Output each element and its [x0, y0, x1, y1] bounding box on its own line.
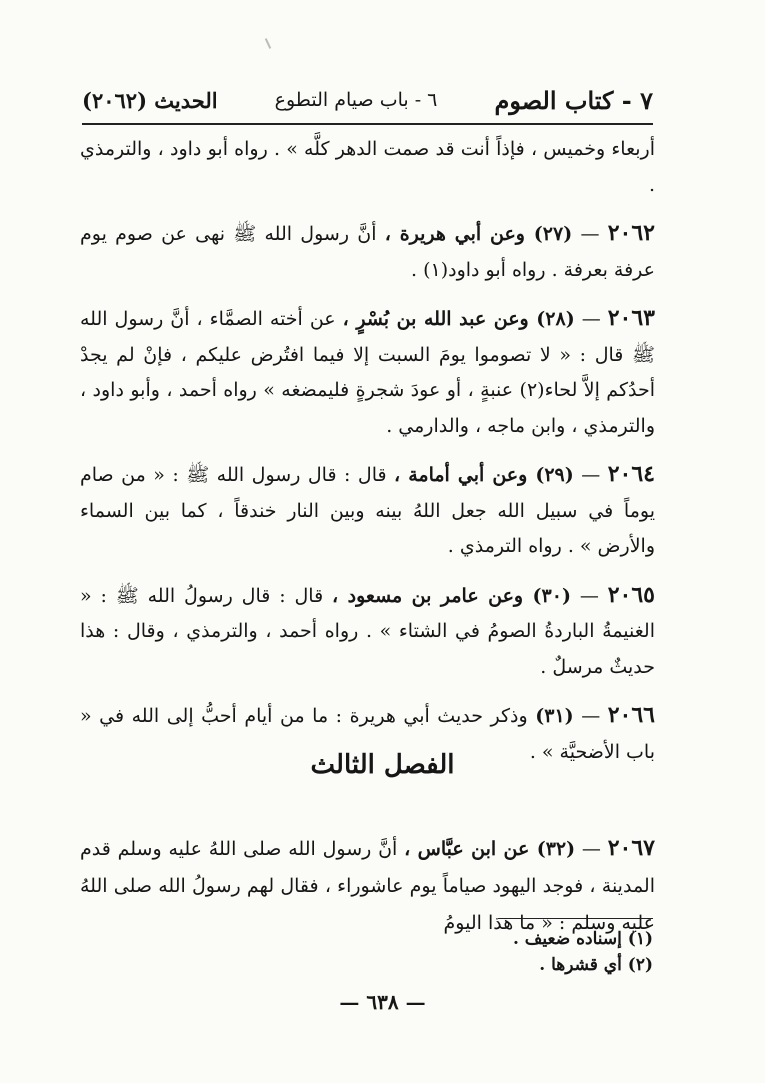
main-text [80, 132, 655, 783]
chapter-title: ٧ - كتاب الصوم [494, 85, 653, 115]
paragraph-text: أربعاء وخميس ، فإذاً أنت قد صمت الدهر كلَّه » . رواه أبو داود ، والترمذي . [80, 138, 655, 196]
running-header [82, 82, 653, 118]
footnotes [80, 926, 653, 978]
hadith-text: عن أخته الصمَّاء ، أنَّ رسول الله ﷺ قال : « لا تصوموا يومَ السبت إلا فيما افتُرض عليكم ، فإنْ لم يجدْ أحدُكم إلاَّ لحاء(٢) عنبةٍ ، أو عودَ شجرةٍ فليمضغه » رواه أحمد ، وأبو داود ، والترمذي ، وابن ماجه ، والدارمي . [80, 308, 655, 437]
hadith-number: ٢٠٦٧ [607, 835, 655, 861]
footnote-rule [498, 918, 653, 919]
hadith-text: قال : قال رسول الله ﷺ : « من صام يوماً في سبيل الله جعل اللهُ بينه وبين النار خندقاً ، كما بين السماء والأرض » . رواه الترمذي . [80, 464, 655, 557]
hadith-text: قال : قال رسولُ الله ﷺ : « الغنيمةُ الباردةُ الصومُ في الشتاء » . رواه أحمد ، والترمذي ، وقال : هذا حديثٌ مرسلٌ . [80, 584, 655, 678]
footnote-2: (٢) أي قشرها . [539, 955, 653, 975]
hadith-number: ٢٠٦٢ [607, 220, 655, 246]
hadith-number: ٢٠٦٦ [607, 702, 655, 728]
hadith-2067: ٢٠٦٧ — (٣٢) عن ابن عبَّاس ، أنَّ رسول الله صلى اللهُ عليه وسلم قدم المدينة ، فوجد اليهود صياماً يوم عاشوراء ، فقال لهم رسولُ الله صلى اللهُ عليه وسلم : « ما هذا اليومُ [80, 835, 655, 934]
page-number: — ٦٣٨ — [339, 990, 426, 1014]
section-heading: الفصل الثالث [310, 750, 455, 780]
hadith-text: وذكر حديث أبي هريرة : ما من أيام أحبُّ إلى الله في « باب الأضحيَّة » . [80, 705, 655, 763]
hadith-2064: ٢٠٦٤ — (٢٩) وعن أبي أمامة ، قال : قال رسول الله ﷺ : « من صام يوماً في سبيل الله جعل اللهُ بينه وبين النار خندقاً ، كما بين السماء والأرض » . رواه الترمذي . [80, 461, 655, 557]
hadith-intro: (٣٢) عن ابن عبَّاس ، [404, 838, 576, 860]
footnote-1: (١) إسناده ضعيف . [512, 929, 653, 949]
hadith-2062: ٢٠٦٢ — (٢٧) وعن أبي هريرة ، أنَّ رسول الله ﷺ نهى عن صوم يوم عرفة بعرفة . رواه أبو داود(١) . [80, 220, 655, 281]
hadith-number: ٢٠٦٥ [607, 581, 655, 608]
hadith-intro: (٣٠) وعن عامر بن مسعود ، [332, 584, 571, 607]
hadith-2065: ٢٠٦٥ — (٣٠) وعن عامر بن مسعود ، قال : قال رسولُ الله ﷺ : « الغنيمةُ الباردةُ الصومُ في الشتاء » . رواه أحمد ، والترمذي ، وقال : هذا حديثٌ مرسلٌ . [80, 581, 655, 678]
paragraph-continuation [80, 132, 655, 203]
scan-mark [265, 38, 271, 49]
hadith-text: أنَّ رسول الله صلى اللهُ عليه وسلم قدم المدينة ، فوجد اليهود صياماً يوم عاشوراء ، فقال لهم رسولُ الله صلى اللهُ عليه وسلم : « ما هذا اليومُ [80, 838, 655, 934]
hadith-number: ٢٠٦٤ [607, 461, 655, 487]
section-title: ٦ - باب صيام التطوع [274, 89, 438, 111]
hadith-number: ٢٠٦٣ [607, 305, 655, 331]
hadith-intro: (٢٧) وعن أبي هريرة ، [384, 223, 573, 245]
header-rule [82, 123, 653, 125]
hadith-2066: ٢٠٦٦ — (٣١) وذكر حديث أبي هريرة : ما من أيام أحبُّ إلى الله في « باب الأضحيَّة » . [80, 702, 655, 763]
hadith-intro: (٢٨) وعن عبد الله بن بُسْرٍ ، [342, 308, 575, 330]
hadith-text: أنَّ رسول الله ﷺ نهى عن صوم يوم عرفة بعرفة . رواه أبو داود(١) . [80, 223, 655, 281]
hadith-intro: (٢٩) وعن أبي أمامة ، [394, 464, 574, 486]
hadith-2063: ٢٠٦٣ — (٢٨) وعن عبد الله بن بُسْرٍ ، عن أخته الصمَّاء ، أنَّ رسول الله ﷺ قال : « لا تصوموا يومَ السبت إلا فيما افتُرض عليكم ، فإنْ لم يجدْ أحدُكم إلاَّ لحاء(٢) عنبةٍ ، أو عودَ شجرةٍ فليمضغه » رواه أحمد ، وأبو داود ، والترمذي ، وابن ماجه ، والدارمي . [80, 305, 655, 437]
hadith-intro: (٣١) [535, 705, 574, 727]
hadith-range: الحديث (٢٠٦٢) [82, 87, 218, 113]
